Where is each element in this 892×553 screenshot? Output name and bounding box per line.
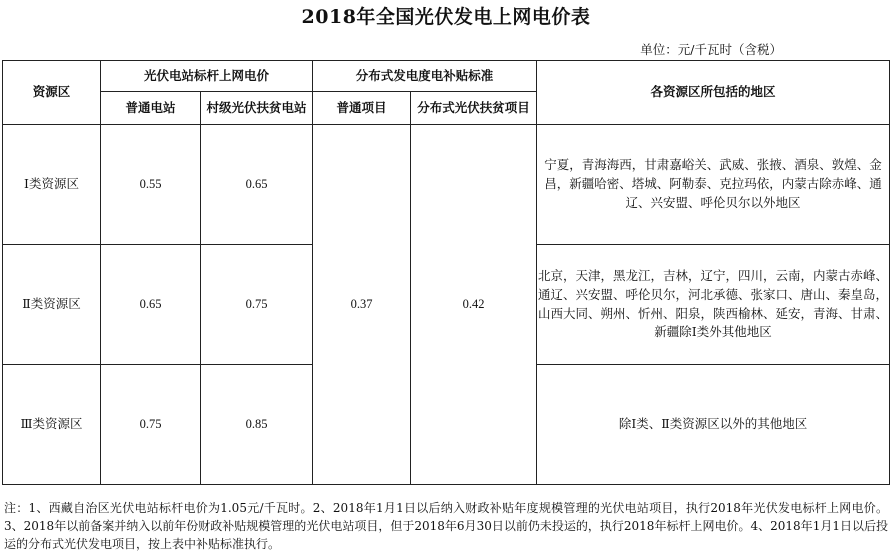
unit-label: 单位：元/千瓦时（含税） (640, 42, 782, 57)
zone-label: Ⅰ类资源区 (3, 125, 101, 245)
benchmark-village-value: 0.85 (201, 365, 313, 485)
benchmark-village-value: 0.75 (201, 245, 313, 365)
zone-label: Ⅲ类资源区 (3, 365, 101, 485)
header-distributed-poverty: 分布式光伏扶贫项目 (411, 92, 537, 125)
distributed-poverty-value: 0.42 (411, 125, 537, 485)
header-areas: 各资源区所包括的地区 (537, 61, 890, 125)
header-row-1 (3, 61, 890, 92)
table-row (3, 125, 890, 245)
header-distributed-group: 分布式发电度电补贴标准 (313, 61, 537, 92)
price-table (2, 60, 890, 485)
page-title: 2018年全国光伏发电上网电价表 (301, 6, 591, 28)
areas-cell: 宁夏，青海海西，甘肃嘉峪关、武威、张掖、酒泉、敦煌、金昌，新疆哈密、塔城、阿勒泰、克拉玛依，内蒙古除赤峰、通辽、兴安盟、呼伦贝尔以外地区 (537, 125, 890, 245)
areas-cell: 北京，天津，黑龙江，吉林，辽宁，四川，云南，内蒙古赤峰、通辽、兴安盟、呼伦贝尔，河北承德、张家口、唐山、秦皇岛，山西大同、朔州、忻州、阳泉，陕西榆林、延安，青海、甘肃、新疆除Ⅰ类外其他地区 (537, 245, 890, 365)
header-benchmark-group: 光伏电站标杆上网电价 (101, 61, 313, 92)
benchmark-normal-value: 0.55 (101, 125, 201, 245)
benchmark-normal-value: 0.75 (101, 365, 201, 485)
distributed-normal-value: 0.37 (313, 125, 411, 485)
areas-cell: 除Ⅰ类、Ⅱ类资源区以外的其他地区 (537, 365, 890, 485)
header-distributed-normal: 普通项目 (313, 92, 411, 125)
benchmark-village-value: 0.65 (201, 125, 313, 245)
header-benchmark-village: 村级光伏扶贫电站 (201, 92, 313, 125)
header-benchmark-normal: 普通电站 (101, 92, 201, 125)
zone-label: Ⅱ类资源区 (3, 245, 101, 365)
benchmark-normal-value: 0.65 (101, 245, 201, 365)
footnote: 注：1、西藏自治区光伏电站标杆电价为1.05元/千瓦时。2、2018年1月1日以后纳入财政补贴年度规模管理的光伏电站项目，执行2018年光伏发电标杆上网电价。3、2018年以前备案并纳入以前年份财政补贴规模管理的光伏电站项目，但于2018年6月30日以前仍未投运的，执行2018年标杆上网电价。4、2018年1月1日以后投运的分布式光伏发电项目，按上表中补贴标准执行。 (4, 501, 888, 551)
header-resource-zone: 资源区 (3, 61, 101, 125)
